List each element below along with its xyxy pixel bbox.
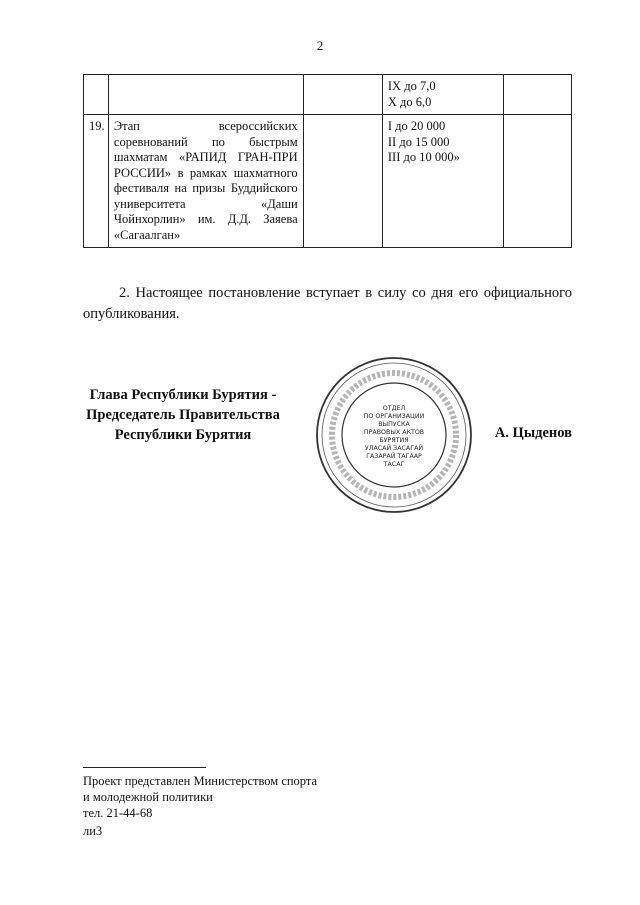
footnote-line: Проект представлен Министерством спорта xyxy=(83,774,318,788)
prize-line: I до 20 000 xyxy=(387,119,446,133)
seal-text: УЛАСАЙ ЗАСАГАЙ xyxy=(364,445,424,452)
prize-line: IX до 7,0 xyxy=(387,79,436,93)
event-cell: Этап всероссийских соревнований по быстрым шахматам «РАПИД ГРАН-ПРИ РОССИИ» в рамках шахматного фестиваля на призы Буддийского университета «Даши Чойнхорлин» им. Д.Д. Заяева «Сагаалган» xyxy=(108,115,303,248)
empty-cell xyxy=(504,75,572,115)
footnote-divider xyxy=(83,767,206,768)
seal-text: ПО ОРГАНИЗАЦИИ xyxy=(363,413,425,420)
document-code: ли3 xyxy=(83,824,103,838)
signatory-name: А. Цыденов xyxy=(494,425,572,441)
event-cell xyxy=(108,75,303,115)
prize-line: II до 15 000 xyxy=(387,134,450,149)
prize-line: III до 10 000» xyxy=(387,150,460,164)
prize-cell xyxy=(382,75,503,115)
row-number-cell: 19. xyxy=(84,115,109,248)
seal-text: ГАЗАРАЙ ТАГААР xyxy=(366,453,422,460)
seal-text: ТАСАГ xyxy=(383,461,405,468)
footnote xyxy=(83,773,317,821)
page-number: 2 xyxy=(316,38,324,53)
seal-text: БУРЯТИЯ xyxy=(379,437,409,444)
prize-table xyxy=(83,74,572,248)
table-row xyxy=(84,75,572,115)
empty-cell xyxy=(504,115,572,248)
resolution-paragraph: 2. Настоящее постановление вступает в силу со дня его официального опубликования. xyxy=(83,285,572,322)
empty-cell xyxy=(303,115,382,248)
empty-cell xyxy=(303,75,382,115)
seal-text: ОТДЕЛ xyxy=(382,405,406,412)
signatory-title-line: Глава Республики Бурятия - xyxy=(89,387,277,403)
footnote-line: тел. 21-44-68 xyxy=(83,806,153,820)
footnote-line: и молодежной политики xyxy=(83,790,213,804)
seal-text: ПРАВОВЫХ АКТОВ xyxy=(363,429,425,436)
signatory-title xyxy=(83,385,283,445)
signatory-title-line: Республики Бурятия xyxy=(114,427,252,443)
signatory-title-line: Председатель Правительства xyxy=(86,407,280,423)
row-number-cell xyxy=(84,75,109,115)
official-seal xyxy=(314,355,474,515)
seal-text: ВЫПУСКА xyxy=(378,421,410,428)
prize-cell xyxy=(382,115,503,248)
prize-line: X до 6,0 xyxy=(387,94,432,109)
table-row xyxy=(84,115,572,248)
